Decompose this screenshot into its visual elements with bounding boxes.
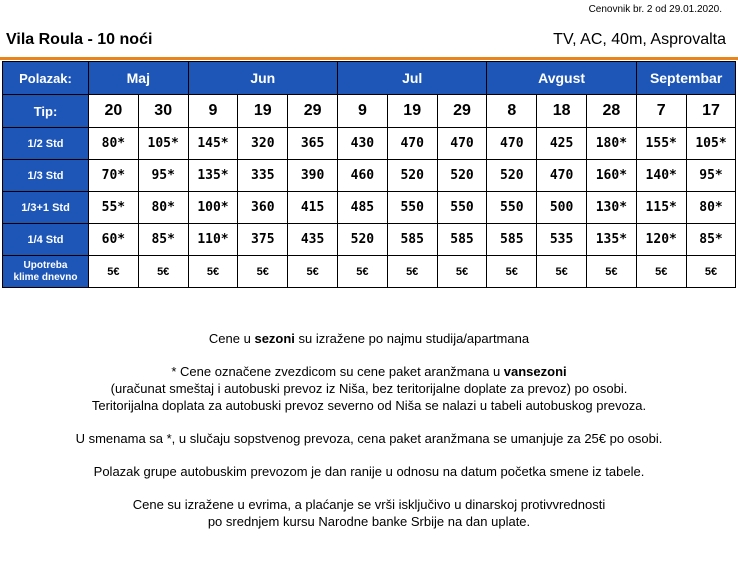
price-cell: 130* bbox=[586, 192, 636, 224]
day-cell: 28 bbox=[586, 95, 636, 128]
month-header: Maj bbox=[89, 62, 189, 95]
price-cell: 585 bbox=[387, 224, 437, 256]
accommodation-details: TV, AC, 40m, Asprovalta bbox=[553, 31, 726, 48]
day-cell: 19 bbox=[387, 95, 437, 128]
price-cell: 470 bbox=[437, 128, 487, 160]
note-offseason: * Cene označene zvezdicom su cene paket aranžmana u vansezoni (uračunat smeštaj i autobuski prevoz iz Niša, bez teritorijalne doplate za prevoz) po osobi. Teritorijalna doplata za autobuski prevoz severno od Niša se nalazi u tabeli autobuskog prevoza. bbox=[91, 364, 647, 413]
ac-price-cell: 5€ bbox=[537, 256, 587, 288]
table-row bbox=[3, 160, 736, 192]
note-own-transport: U smenama sa *, u slučaju sopstvenog prevoza, cena paket aranžmana se umanjuje za 25€ po osobi. bbox=[75, 431, 663, 446]
price-cell: 470 bbox=[537, 160, 587, 192]
price-cell: 105* bbox=[686, 128, 736, 160]
price-cell: 585 bbox=[487, 224, 537, 256]
table-row bbox=[3, 192, 736, 224]
price-cell: 85* bbox=[686, 224, 736, 256]
price-list-number: Cenovnik br. 2 od 29.01.2020. bbox=[588, 4, 722, 15]
room-type-label: 1/3 Std bbox=[3, 160, 89, 192]
month-header: Jun bbox=[188, 62, 337, 95]
price-cell: 110* bbox=[188, 224, 238, 256]
price-cell: 95* bbox=[686, 160, 736, 192]
price-cell: 520 bbox=[487, 160, 537, 192]
ac-price-cell: 5€ bbox=[188, 256, 238, 288]
price-table bbox=[2, 61, 736, 288]
price-cell: 120* bbox=[636, 224, 686, 256]
price-cell: 80* bbox=[138, 192, 188, 224]
price-cell: 550 bbox=[387, 192, 437, 224]
price-cell: 55* bbox=[89, 192, 139, 224]
note-season: Cene u sezoni su izražene po najmu studija/apartmana bbox=[208, 331, 530, 346]
price-cell: 365 bbox=[288, 128, 338, 160]
price-cell: 520 bbox=[338, 224, 388, 256]
price-cell: 585 bbox=[437, 224, 487, 256]
ac-price-cell: 5€ bbox=[586, 256, 636, 288]
month-header: Jul bbox=[338, 62, 487, 95]
day-cell: 29 bbox=[437, 95, 487, 128]
price-cell: 460 bbox=[338, 160, 388, 192]
price-cell: 140* bbox=[636, 160, 686, 192]
ac-usage-label: Upotreba klime dnevno bbox=[3, 256, 89, 288]
price-cell: 60* bbox=[89, 224, 139, 256]
price-cell: 105* bbox=[138, 128, 188, 160]
ac-price-cell: 5€ bbox=[138, 256, 188, 288]
ac-price-cell: 5€ bbox=[238, 256, 288, 288]
price-cell: 70* bbox=[89, 160, 139, 192]
price-cell: 435 bbox=[288, 224, 338, 256]
day-cell: 18 bbox=[537, 95, 587, 128]
note-bus-departure: Polazak grupe autobuskim prevozom je dan ranije u odnosu na datum početka smene iz tabele. bbox=[93, 464, 645, 479]
ac-price-cell: 5€ bbox=[437, 256, 487, 288]
price-cell: 155* bbox=[636, 128, 686, 160]
room-type-label: 1/2 Std bbox=[3, 128, 89, 160]
price-cell: 180* bbox=[586, 128, 636, 160]
departure-month-row bbox=[3, 62, 736, 95]
month-header: Avgust bbox=[487, 62, 636, 95]
day-cell: 19 bbox=[238, 95, 288, 128]
price-cell: 430 bbox=[338, 128, 388, 160]
price-cell: 160* bbox=[586, 160, 636, 192]
price-cell: 135* bbox=[188, 160, 238, 192]
price-cell: 470 bbox=[387, 128, 437, 160]
price-cell: 390 bbox=[288, 160, 338, 192]
table-row bbox=[3, 224, 736, 256]
price-cell: 95* bbox=[138, 160, 188, 192]
day-cell: 20 bbox=[89, 95, 139, 128]
ac-price-cell: 5€ bbox=[338, 256, 388, 288]
price-cell: 470 bbox=[487, 128, 537, 160]
price-cell: 415 bbox=[288, 192, 338, 224]
price-cell: 135* bbox=[586, 224, 636, 256]
day-cell: 30 bbox=[138, 95, 188, 128]
table-row bbox=[3, 128, 736, 160]
price-cell: 85* bbox=[138, 224, 188, 256]
day-cell: 29 bbox=[288, 95, 338, 128]
day-cell: 8 bbox=[487, 95, 537, 128]
price-cell: 320 bbox=[238, 128, 288, 160]
ac-usage-row bbox=[3, 256, 736, 288]
price-cell: 485 bbox=[338, 192, 388, 224]
price-cell: 80* bbox=[89, 128, 139, 160]
price-cell: 80* bbox=[686, 192, 736, 224]
page-title: Vila Roula - 10 noći bbox=[6, 31, 153, 48]
day-cell: 9 bbox=[188, 95, 238, 128]
ac-price-cell: 5€ bbox=[686, 256, 736, 288]
day-cell: 7 bbox=[636, 95, 686, 128]
price-cell: 375 bbox=[238, 224, 288, 256]
day-cell: 9 bbox=[338, 95, 388, 128]
ac-price-cell: 5€ bbox=[387, 256, 437, 288]
price-notes bbox=[0, 330, 738, 546]
departure-day-row bbox=[3, 95, 736, 128]
header-divider bbox=[0, 57, 738, 60]
polazak-label: Polazak: bbox=[3, 62, 89, 95]
room-type-label: 1/3+1 Std bbox=[3, 192, 89, 224]
ac-price-cell: 5€ bbox=[487, 256, 537, 288]
price-cell: 550 bbox=[487, 192, 537, 224]
price-cell: 100* bbox=[188, 192, 238, 224]
price-cell: 335 bbox=[238, 160, 288, 192]
price-cell: 425 bbox=[537, 128, 587, 160]
price-cell: 145* bbox=[188, 128, 238, 160]
room-type-label: 1/4 Std bbox=[3, 224, 89, 256]
price-cell: 550 bbox=[437, 192, 487, 224]
price-cell: 535 bbox=[537, 224, 587, 256]
price-cell: 360 bbox=[238, 192, 288, 224]
price-cell: 115* bbox=[636, 192, 686, 224]
ac-price-cell: 5€ bbox=[636, 256, 686, 288]
price-cell: 520 bbox=[387, 160, 437, 192]
ac-price-cell: 5€ bbox=[89, 256, 139, 288]
ac-price-cell: 5€ bbox=[288, 256, 338, 288]
note-payment: Cene su izražene u evrima, a plaćanje se vrši isključivo u dinarskoj protivvrednosti po srednjem kursu Narodne banke Srbije na dan uplate. bbox=[132, 497, 606, 529]
day-cell: 17 bbox=[686, 95, 736, 128]
month-header: Septembar bbox=[636, 62, 736, 95]
price-cell: 520 bbox=[437, 160, 487, 192]
tip-label: Tip: bbox=[3, 95, 89, 128]
price-cell: 500 bbox=[537, 192, 587, 224]
